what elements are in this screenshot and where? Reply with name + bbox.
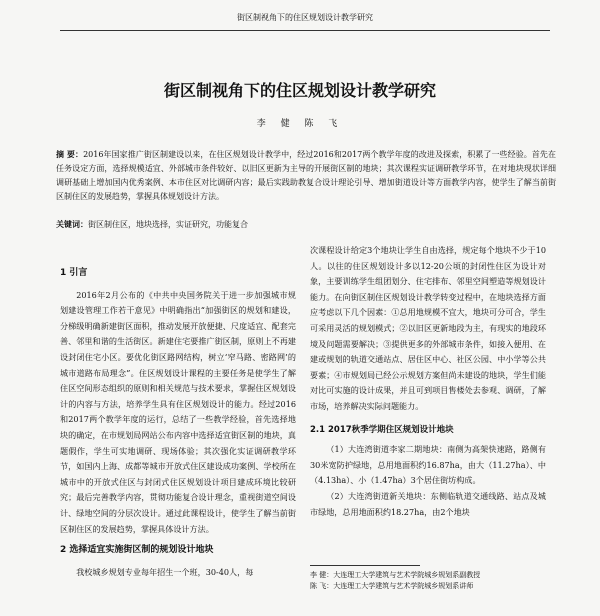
footnote-line-2: 陈 飞：大连理工大学建筑与艺术学院城乡规划系讲师 <box>310 582 474 590</box>
keywords <box>56 218 556 232</box>
left-column <box>60 260 296 580</box>
keywords-label: 关键词： <box>56 220 88 229</box>
footnote-divider <box>310 565 420 566</box>
section-1-heading: 1 引言 <box>60 268 88 278</box>
article-title: 街区制视角下的住区规划设计教学研究 <box>163 81 436 100</box>
right-paragraph-continued: 次课程设计给定3个地块让学生自由选择，规定每个地块不少于10人。以往的住区规划设计多以12-20公顷的封闭性住区为设计对象，主要训练学生组团划分、住宅排布、邻里空间塑造等规划设计能力。在向街区制住区规划设计教学转变过程中，在地块选择方面应考虑以下几个因素：①总用地规模不宜大，地块可分可合，学生可采用灵活的规划模式；②以旧区更新地段为主，有现实的地段环境及问题需要解决；③提供更多的外部城市条件，如接入便用、在建或规划的轨道交通站点、居住区中心、社区公园、中小学等公共要素；④市规划局已经公示规划方案但尚未建设的地块，学生们能对比可实施的设计成果，并且可到项目售楼处去参观、调研，了解市场，培养解决实际问题能力。 <box>310 245 546 411</box>
running-header <box>60 0 550 31</box>
article-authors: 李 健 陈 飞 <box>256 119 344 129</box>
section-1-paragraph: 2016年2月公布的《中共中央国务院关于进一步加强城市规划建设管理工作若干意见》中明确指出“加强街区的规划和建设，分梯级明确新建街区面积，推动发展开放便捷、尺度适宜、配套完善、邻里和谐的生活街区。新建住宅要推广街区制，原则上不再建设封闭住宅小区。要优化街区路网结构，树立‘窄马路、密路网’的城市道路布局理念”。住区规划设计课程的主要任务是使学生了解住区空间形态组织的原则和相关规范与技术要求，掌握住区规划设计的内容与方法，培养学生具有住区规划设计的能力。经过2016和2017两个教学年度的运行，总结了一些教学经验，首先选择地块的确定，在市规划局网站公布内容中选择适宜街区制的地块，真题假作，学生可实地调研、现场体验；其次强化实证调研教学环节，如国内上海、成都等城市开放式住区建设成功案例、学校所在城市中的开放式住区与封闭式住区规划设计项目建成环境比较研究；最后完善教学内容，贯彻功能复合设计理念，重视街道空间设计、绿地空间的分层次设计。通过此课程设计，使学生了解当前街区制住区的发展趋势，掌握具体设计方法。 <box>60 289 296 534</box>
footnote-line-1: 李 健：大连理工大学建筑与艺术学院城乡规划系副教授 <box>310 571 481 579</box>
section-2-paragraph: 我校城乡规划专业每年招生一个班，30-40人，每 <box>76 566 254 577</box>
running-header-text: 街区制视角下的住区规划设计教学研究 <box>237 13 373 22</box>
abstract-text: 2016年国家推广街区制建设以来，在住区规划设计教学中，经过2016和2017两个教学年度的改进及探索，积累了一些经验。首先在任务设定方面，选择规模适宜、外部城市条件较好、以旧区更新为主导的开展街区制的地块；其次课程实证调研教学环节，在对地块现状详细调研基础上增加国内优秀案例、本市住区对比调研内容；最后实践助教复合设计理论引导、增加街道设计等方面教学内容，使学生了解当前街区制住区的发展趋势，掌握具体规划设计方法。 <box>56 150 556 201</box>
abstract-label: 摘 要： <box>56 150 84 159</box>
section-2-1-heading: 2.1 2017秋季学期住区规划设计地块 <box>310 424 454 435</box>
site-1-paragraph: （1）大连湾街道李家二期地块：南侧为高架快速路，路侧有30米宽防护绿地，总用地面积约16.87ha，由大（11.27ha）、中（4.13ha）、小（1.47ha）3个居住街坊构成。 <box>310 444 546 486</box>
site-2-paragraph: （2）大连湾街道新关地块：东侧临轨道交通线路、站点及城市绿地，总用地面积约18.27ha，由2个地块 <box>310 490 546 517</box>
section-2-heading: 2 选择适宜实施街区制的规划设计地块 <box>60 545 214 556</box>
right-column <box>310 243 546 520</box>
abstract <box>56 148 556 204</box>
author-footnote <box>310 570 560 592</box>
keywords-text: 街区制住区，地块选择，实证研究，功能复合 <box>88 220 248 229</box>
